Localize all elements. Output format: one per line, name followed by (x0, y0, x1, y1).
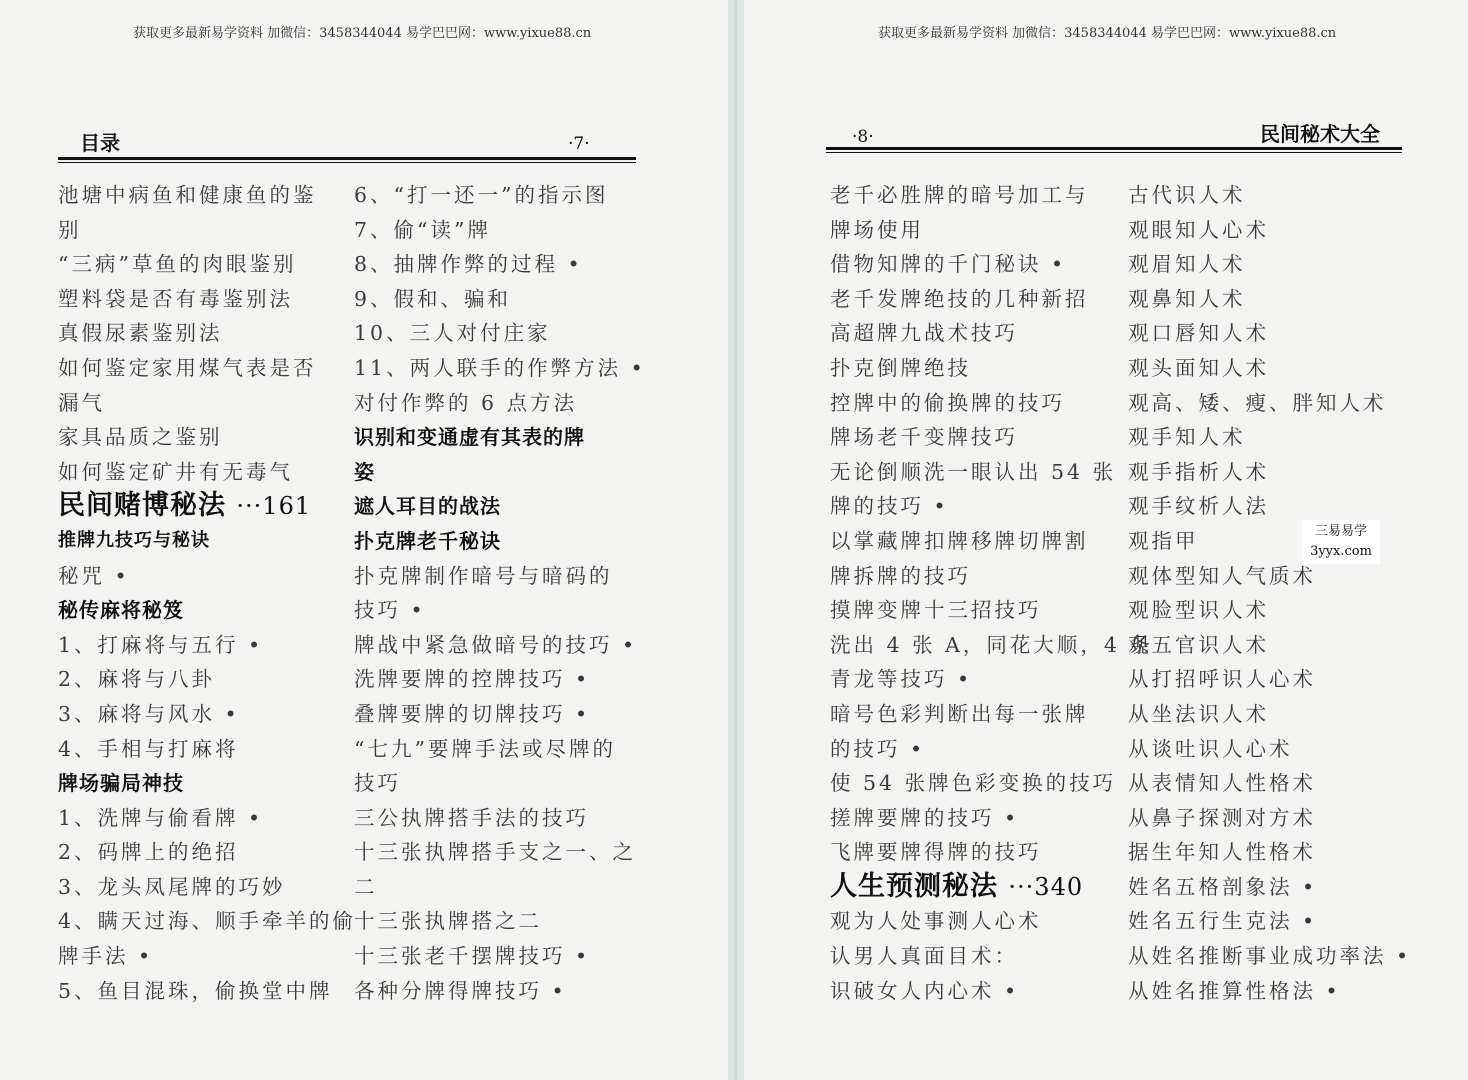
toc-section-title: 人生预测秘法 (830, 870, 998, 902)
toc-entry: 的技巧 • (830, 736, 926, 761)
header-rule (826, 147, 1402, 153)
toc-entry: 十三张执牌搭手支之一、之 (354, 840, 636, 865)
toc-entry: 青龙等技巧 • (830, 667, 973, 692)
toc-subheading: 推牌九技巧与秘诀 (58, 529, 210, 551)
toc-entry: 如何鉴定家用煤气表是否 (58, 355, 317, 380)
toc-entry: 观口唇知人术 (1128, 321, 1269, 346)
toc-entry: 从坐法识人术 (1128, 701, 1269, 726)
toc-entry: 观头面知人术 (1128, 355, 1269, 380)
watermark-left: 获取更多最新易学资料 加微信：3458344044 易学巴巴网：www.yixue88.cn (133, 26, 592, 41)
toc-entry: 5、鱼目混珠，偷换堂中牌 (58, 978, 333, 1003)
toc-entry: 搓牌要牌的技巧 • (830, 805, 1020, 830)
toc-entry: 8、抽牌作弊的过程 • (354, 252, 583, 277)
toc-entry: 塑料袋是否有毒鉴别法 (58, 286, 293, 311)
toc-entry: 使 54 张牌色彩变换的技巧 (830, 771, 1117, 796)
toc-subheading: 扑克牌老千秘诀 (354, 528, 501, 553)
toc-entry: 从鼻子探测对方术 (1128, 805, 1316, 830)
toc-entry: 观高、矮、瘦、胖知人术 (1128, 390, 1387, 415)
left-page-number: ·7· (568, 134, 590, 154)
toc-entry: 漏气 (58, 390, 105, 415)
toc-entry: “三病”草鱼的肉眼鉴别 (58, 252, 297, 277)
right-page-header: 民间秘术大全 (1260, 122, 1380, 146)
toc-entry: 姓名五行生克法 • (1128, 909, 1318, 934)
toc-entry: 观手指析人术 (1128, 459, 1269, 484)
toc-entry: 观鼻知人术 (1128, 286, 1246, 311)
toc-section-heading (830, 870, 1153, 905)
toc-entry: 观脸型识人术 (1128, 598, 1269, 623)
toc-entry: 三公执牌搭手法的技巧 (354, 805, 589, 830)
toc-entry: 观手纹析人法 (1128, 494, 1269, 519)
toc-entry: 观手知人术 (1128, 425, 1246, 450)
toc-column (354, 178, 646, 1008)
toc-entry: 各种分牌得牌技巧 • (354, 978, 567, 1003)
toc-entry: 4、手相与打麻将 (58, 736, 239, 761)
toc-subheading: 牌场骗局神技 (58, 771, 184, 796)
toc-entry: 十三张执牌搭之二 (354, 909, 542, 934)
toc-entry: 11、两人联手的作弊方法 • (354, 355, 646, 380)
toc-entry: 二 (354, 874, 378, 899)
toc-entry: 对付作弊的 6 点方法 (354, 390, 578, 415)
toc-entry: 以掌藏牌扣牌移牌切牌割 (830, 528, 1089, 553)
site-stamp (1302, 520, 1380, 564)
toc-page-ref: ···161 (236, 492, 312, 521)
toc-entry: 洗出 4 张 A，同花大顺，4 条 (830, 632, 1153, 657)
toc-entry: 叠牌要牌的切牌技巧 • (354, 701, 591, 726)
toc-subheading: 姿 (354, 459, 375, 484)
toc-entry: 技巧 (354, 771, 401, 796)
toc-entry: 2、码牌上的绝招 (58, 840, 239, 865)
toc-entry: 姓名五格剖象法 • (1128, 874, 1318, 899)
toc-entry: 从表情知人性格术 (1128, 771, 1316, 796)
toc-entry: 摸牌变牌十三招技巧 (830, 598, 1042, 623)
toc-entry: 借物知牌的千门秘诀 • (830, 252, 1067, 277)
toc-entry: 家具品质之鉴别 (58, 425, 223, 450)
toc-entry: 牌场老千变牌技巧 (830, 425, 1018, 450)
toc-entry: 观体型知人气质术 (1128, 563, 1316, 588)
toc-entry: 识破女人内心术 • (830, 978, 1020, 1003)
toc-subheading: 秘传麻将秘笈 (58, 598, 184, 623)
toc-column (1128, 178, 1411, 1008)
toc-entry: 7、偷“读”牌 (354, 217, 492, 242)
toc-entry: 据生年知人性格术 (1128, 840, 1316, 865)
toc-entry: 6、“打一还一”的指示图 (354, 183, 609, 207)
toc-entry: 观为人处事测人心术 (830, 909, 1042, 934)
toc-entry: 认男人真面目术： (830, 944, 1018, 969)
toc-entry: 观眼知人心术 (1128, 217, 1269, 242)
toc-entry: 老千发牌绝技的几种新招 (830, 286, 1089, 311)
right-page-number: ·8· (852, 127, 874, 147)
toc-entry: 池塘中病鱼和健康鱼的鉴 (58, 183, 317, 207)
toc-entry: 秘咒 • (58, 563, 130, 588)
toc-entry: 10、三人对付庄家 (354, 321, 551, 346)
toc-entry: 如何鉴定矿井有无毒气 (58, 459, 293, 484)
toc-entry: 牌战中紧急做暗号的技巧 • (354, 632, 638, 657)
toc-entry: 观五官识人术 (1128, 632, 1269, 657)
toc-section-title: 民间赌博秘法 (58, 490, 226, 522)
left-page (0, 0, 728, 1080)
toc-entry: 从谈吐识人心术 (1128, 736, 1293, 761)
toc-entry: 技巧 • (354, 598, 426, 623)
toc-entry: 观指甲 (1128, 528, 1199, 553)
toc-entry: 牌拆牌的技巧 (830, 563, 971, 588)
left-page-header: 目录 (80, 131, 120, 155)
toc-column (830, 178, 1153, 1008)
toc-entry: 1、洗牌与偷看牌 • (58, 805, 264, 830)
toc-entry: 十三张老千摆牌技巧 • (354, 944, 591, 969)
toc-entry: 从姓名推断事业成功率法 • (1128, 944, 1412, 969)
toc-entry: 观眉知人术 (1128, 252, 1246, 277)
toc-column (58, 178, 356, 1008)
toc-entry: 牌的技巧 • (830, 494, 949, 519)
toc-entry: 无论倒顺洗一眼认出 54 张 (830, 459, 1117, 484)
toc-entry: 高超牌九战术技巧 (830, 321, 1018, 346)
stamp-line: 三易易学 (1314, 524, 1367, 539)
toc-entry: 洗牌要牌的控牌技巧 • (354, 667, 591, 692)
toc-entry: 别 (58, 217, 82, 242)
toc-entry: 飞牌要牌得牌的技巧 (830, 840, 1042, 865)
toc-entry: 牌手法 • (58, 944, 154, 969)
toc-entry: 古代识人术 (1128, 183, 1246, 207)
watermark-right: 获取更多最新易学资料 加微信：3458344044 易学巴巴网：www.yixue88.cn (878, 26, 1337, 41)
toc-entry: 真假尿素鉴别法 (58, 321, 223, 346)
toc-entry: 控牌中的偷换牌的技巧 (830, 390, 1065, 415)
toc-subheading: 遮人耳目的战法 (354, 494, 501, 519)
toc-entry: 从打招呼识人心术 (1128, 667, 1316, 692)
toc-entry: 老千必胜牌的暗号加工与 (830, 183, 1089, 207)
toc-section-heading (58, 489, 356, 524)
toc-entry: 3、麻将与风水 • (58, 701, 240, 726)
toc-entry: 3、龙头凤尾牌的巧妙 (58, 874, 286, 899)
toc-entry: “七九”要牌手法或尽牌的 (354, 736, 616, 761)
toc-subheading: 识别和变通虚有其表的牌 (354, 425, 585, 450)
toc-entry: 4、瞒天过海、顺手牵羊的偷 (58, 909, 357, 934)
toc-entry: 牌场使用 (830, 217, 924, 242)
toc-entry: 1、打麻将与五行 • (58, 632, 264, 657)
toc-entry: 2、麻将与八卦 (58, 667, 216, 692)
toc-entry: 暗号色彩判断出每一张牌 (830, 701, 1089, 726)
toc-entry: 扑克牌制作暗号与暗码的 (354, 563, 613, 588)
stamp-line: 3yyx.com (1310, 544, 1372, 559)
book-gutter (728, 0, 744, 1080)
toc-entry: 从姓名推算性格法 • (1128, 978, 1341, 1003)
toc-entry: 9、假和、骗和 (354, 286, 512, 311)
header-rule (58, 157, 636, 163)
toc-page-ref: ···340 (1008, 872, 1084, 901)
toc-entry: 扑克倒牌绝技 (830, 355, 971, 380)
